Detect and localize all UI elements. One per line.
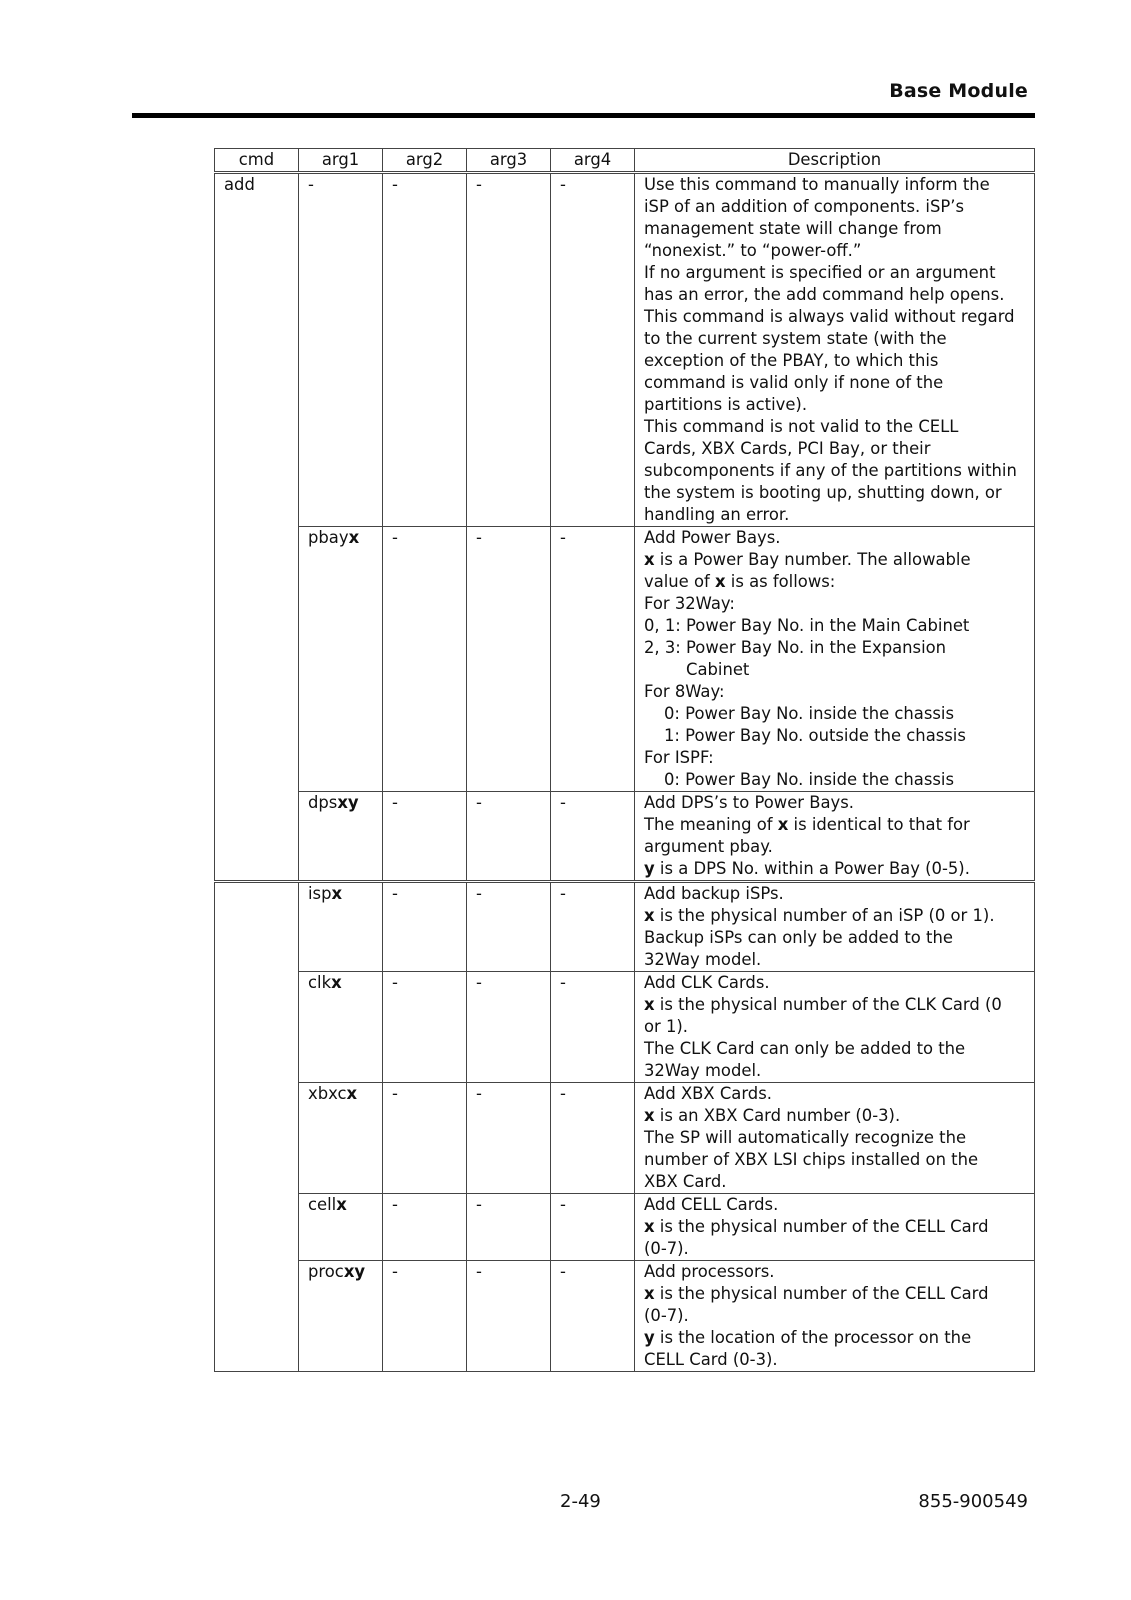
- arg4-cell: -: [551, 1261, 635, 1372]
- description-cell: Add backup iSPs. x is the physical number of an iSP (0 or 1). Backup iSPs can only be added to the 32Way model.: [635, 882, 1035, 972]
- arg3-cell: -: [467, 527, 551, 792]
- command-table: [214, 148, 1035, 1372]
- arg1-cell: clkx: [299, 972, 383, 1083]
- arg1-cell: pbayx: [299, 527, 383, 792]
- arg1-cell: cellx: [299, 1194, 383, 1261]
- arg1-cell: procxy: [299, 1261, 383, 1372]
- arg2-cell: -: [383, 1194, 467, 1261]
- arg4-cell: -: [551, 1083, 635, 1194]
- description-cell: Add processors. x is the physical number of the CELL Card (0-7). y is the location of the processor on the CELL Card (0-3).: [635, 1261, 1035, 1372]
- column-header-cmd: cmd: [215, 149, 299, 173]
- arg3-cell: -: [467, 1083, 551, 1194]
- table-row: [215, 972, 1035, 1083]
- description-cell: Add Power Bays. x is a Power Bay number. The allowable value of x is as follows: For 32Way: 0, 1: Power Bay No. in the Main Cabinet 2, 3: Power Bay No. in the Expansion Cabinet For 8Way: 0: Power Bay No. inside the chassis 1: Power Bay No. outside the chassis For ISPF: 0: Power Bay No. inside the chassis: [635, 527, 1035, 792]
- table-row: [215, 1261, 1035, 1372]
- header-rule: [132, 113, 1035, 118]
- arg1-cell: ispx: [299, 882, 383, 972]
- column-header-arg3: arg3: [467, 149, 551, 173]
- table-row: [215, 1083, 1035, 1194]
- page-number: 2-49: [560, 1491, 601, 1512]
- description-cell: Add CLK Cards. x is the physical number of the CLK Card (0 or 1). The CLK Card can only be added to the 32Way model.: [635, 972, 1035, 1083]
- column-header-arg4: arg4: [551, 149, 635, 173]
- arg2-cell: -: [383, 1261, 467, 1372]
- table-row: [215, 173, 1035, 527]
- column-header-arg2: arg2: [383, 149, 467, 173]
- arg2-cell: -: [383, 1083, 467, 1194]
- table-row: [215, 1194, 1035, 1261]
- description-cell: Add DPS’s to Power Bays. The meaning of x is identical to that for argument pbay. y is a DPS No. within a Power Bay (0-5).: [635, 792, 1035, 882]
- description-cell: Use this command to manually inform the iSP of an addition of components. iSP’s management state will change from “nonexist.” to “power-off.” If no argument is specified or an argument has an error, the add command help opens. This command is always valid without regard to the current system state (with the exception of the PBAY, to which this command is valid only if none of the partitions is active). This command is not valid to the CELL Cards, XBX Cards, PCI Bay, or their subcomponents if any of the partitions within the system is booting up, shutting down, or handling an error.: [635, 173, 1035, 527]
- table-row: [215, 527, 1035, 792]
- column-header-description: Description: [635, 149, 1035, 173]
- arg2-cell: -: [383, 173, 467, 527]
- column-header-arg1: arg1: [299, 149, 383, 173]
- arg1-cell: xbxcx: [299, 1083, 383, 1194]
- description-cell: Add CELL Cards. x is the physical number of the CELL Card (0-7).: [635, 1194, 1035, 1261]
- arg2-cell: -: [383, 972, 467, 1083]
- arg1-cell: -: [299, 173, 383, 527]
- arg1-cell: dpsxy: [299, 792, 383, 882]
- document-number: 855-900549: [918, 1491, 1028, 1512]
- arg4-cell: -: [551, 972, 635, 1083]
- arg4-cell: -: [551, 1194, 635, 1261]
- arg4-cell: -: [551, 882, 635, 972]
- arg4-cell: -: [551, 527, 635, 792]
- cmd-cell: [215, 882, 299, 1372]
- page-header-title: Base Module: [889, 80, 1028, 102]
- cmd-cell: add: [215, 173, 299, 882]
- arg3-cell: -: [467, 173, 551, 527]
- arg3-cell: -: [467, 792, 551, 882]
- arg2-cell: -: [383, 527, 467, 792]
- arg2-cell: -: [383, 882, 467, 972]
- description-cell: Add XBX Cards. x is an XBX Card number (0-3). The SP will automatically recognize the number of XBX LSI chips installed on the XBX Card.: [635, 1083, 1035, 1194]
- table-header-row: [215, 149, 1035, 173]
- arg3-cell: -: [467, 882, 551, 972]
- table-row: [215, 792, 1035, 882]
- arg3-cell: -: [467, 1261, 551, 1372]
- table-row: [215, 882, 1035, 972]
- arg3-cell: -: [467, 972, 551, 1083]
- arg4-cell: -: [551, 792, 635, 882]
- arg3-cell: -: [467, 1194, 551, 1261]
- arg2-cell: -: [383, 792, 467, 882]
- arg4-cell: -: [551, 173, 635, 527]
